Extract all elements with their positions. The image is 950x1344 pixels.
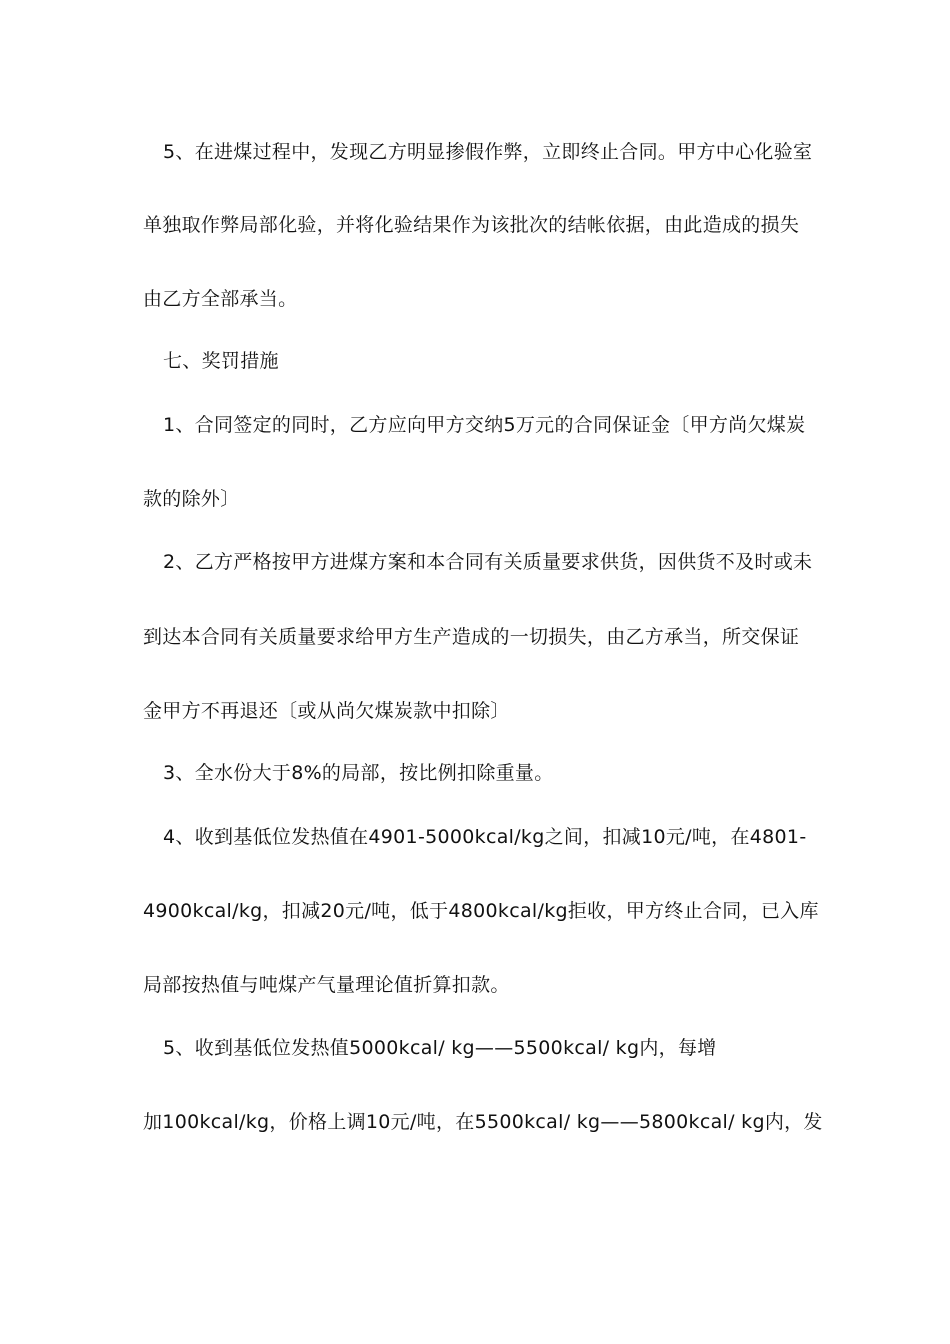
item-3-line-1: 3、全水份大于8%的局部，按比例扣除重量。 — [163, 762, 554, 784]
item-2-line-2: 到达本合同有关质量要求给甲方生产造成的一切损失，由乙方承当，所交保证 — [143, 626, 800, 648]
item-4-line-1: 4、收到基低位发热值在4901-5000kcal/kg之间，扣减10元/吨，在4801- — [163, 826, 807, 848]
item-1-line-2: 款的除外〕 — [143, 488, 240, 510]
item-5-line-2: 加100kcal/kg，价格上调10元/吨，在5500kcal/ kg——5800kcal/ kg内，发 — [143, 1111, 823, 1133]
clause-5-line-3: 由乙方全部承当。 — [143, 288, 298, 310]
item-2-line-1: 2、乙方严格按甲方进煤方案和本合同有关质量要求供货，因供货不及时或未 — [163, 551, 813, 573]
item-4-line-3: 局部按热值与吨煤产气量理论值折算扣款。 — [143, 974, 510, 996]
section-heading-rewards-penalties: 七、奖罚措施 — [163, 350, 279, 372]
item-4-line-2: 4900kcal/kg，扣减20元/吨，低于4800kcal/kg拒收，甲方终止合同，已入库 — [143, 900, 819, 922]
item-5-line-1: 5、收到基低位发热值5000kcal/ kg——5500kcal/ kg内，每增 — [163, 1037, 717, 1059]
clause-5-line-1: 5、在进煤过程中，发现乙方明显掺假作弊，立即终止合同。甲方中心化验室 — [163, 141, 813, 163]
item-2-line-3: 金甲方不再退还〔或从尚欠煤炭款中扣除〕 — [143, 700, 510, 722]
item-1-line-1: 1、合同签定的同时，乙方应向甲方交纳5万元的合同保证金〔甲方尚欠煤炭 — [163, 414, 806, 436]
clause-5-line-2: 单独取作弊局部化验，并将化验结果作为该批次的结帐依据，由此造成的损失 — [143, 214, 800, 236]
